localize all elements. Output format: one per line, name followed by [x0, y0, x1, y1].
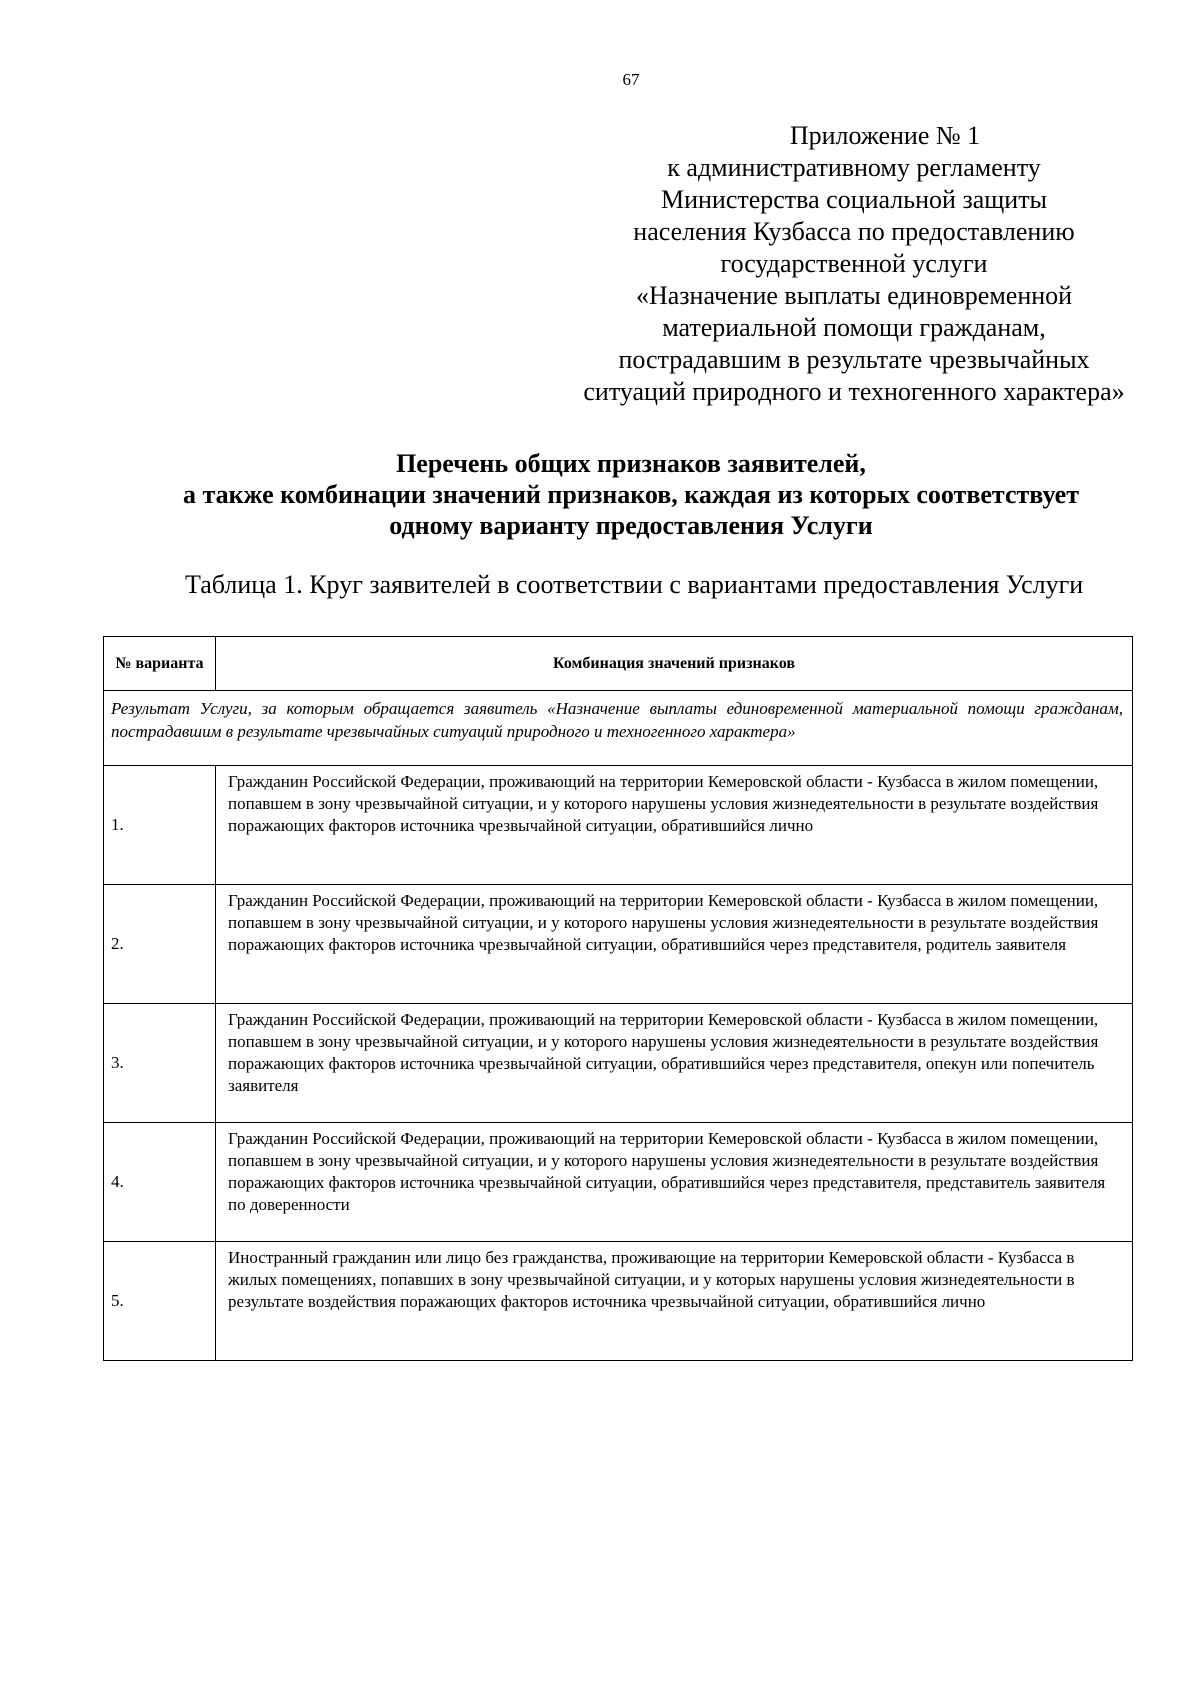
variant-description: Гражданин Российской Федерации, проживающий на территории Кемеровской области - Кузбасса в жилом помещении, попавшем в зону чрезвычайной ситуации, и у которого нарушены условия жизнедеятельности в результате воздействия поражающих факторов источника чрезвычайной ситуации, обратившийся через представителя, опекун или попечитель заявителя [216, 1004, 1133, 1123]
title-line: а также комбинации значений признаков, каждая из которых соответствует [183, 480, 1079, 509]
variant-description: Иностранный гражданин или лицо без гражданства, проживающие на территории Кемеровской области - Кузбасса в жилых помещениях, попавших в зону чрезвычайной ситуации, и у которых нарушены условия жизнедеятельности в результате воздействия поражающих факторов источника чрезвычайной ситуации, обратившийся лично [216, 1242, 1133, 1361]
appendix-line: Приложение № 1 [789, 121, 981, 150]
variant-description: Гражданин Российской Федерации, проживающий на территории Кемеровской области - Кузбасса в жилом помещении, попавшем в зону чрезвычайной ситуации, и у которого нарушены условия жизнедеятельности в результате воздействия поражающих факторов источника чрезвычайной ситуации, обратившийся через представителя, представитель заявителя по доверенности [216, 1123, 1133, 1242]
appendix-line: ситуаций природного и техногенного характера» [583, 377, 1125, 406]
group-title: Результат Услуги, за которым обращается заявитель «Назначение выплаты единовременной материальной помощи гражданам, пострадавшим в результате чрезвычайных ситуаций природного и техногенного характера» [104, 691, 1133, 766]
appendix-line: пострадавшим в результате чрезвычайных [618, 345, 1090, 374]
title-line: одному варианту предоставления Услуги [389, 511, 873, 540]
header-combination: Комбинация значений признаков [216, 637, 1133, 691]
table-caption: Таблица 1. Круг заявителей в соответствии с вариантами предоставления Услуги [185, 570, 1084, 599]
page-number: 67 [622, 70, 640, 89]
appendix-line: Министерства социальной защиты [660, 185, 1048, 214]
table-row [104, 885, 1133, 1004]
variant-number: 5. [104, 1242, 216, 1361]
table-row [104, 1004, 1133, 1123]
variant-number: 3. [104, 1004, 216, 1123]
document-title [100, 448, 1162, 541]
appendix-line: к административному регламенту [667, 153, 1041, 182]
table-group-row [104, 691, 1133, 766]
appendix-line: государственной услуги [720, 249, 988, 278]
table-row [104, 766, 1133, 885]
variant-description: Гражданин Российской Федерации, проживающий на территории Кемеровской области - Кузбасса в жилом помещении, попавшем в зону чрезвычайной ситуации, и у которого нарушены условия жизнедеятельности в результате воздействия поражающих факторов источника чрезвычайной ситуации, обратившийся через представителя, родитель заявителя [216, 885, 1133, 1004]
appendix-line: «Назначение выплаты единовременной [635, 281, 1073, 310]
appendix-block [520, 120, 1188, 408]
table-row [104, 1242, 1133, 1361]
variant-number: 2. [104, 885, 216, 1004]
header-variant-number: № варианта [104, 637, 216, 691]
applicants-table [103, 636, 1133, 1361]
appendix-line: населения Кузбасса по предоставлению [633, 217, 1075, 246]
table-row [104, 1123, 1133, 1242]
variant-description: Гражданин Российской Федерации, проживающий на территории Кемеровской области - Кузбасса в жилом помещении, попавшем в зону чрезвычайной ситуации, и у которого нарушены условия жизнедеятельности в результате воздействия поражающих факторов источника чрезвычайной ситуации, обратившийся лично [216, 766, 1133, 885]
appendix-line: материальной помощи гражданам, [662, 313, 1046, 342]
title-line: Перечень общих признаков заявителей, [396, 449, 866, 478]
variant-number: 1. [104, 766, 216, 885]
table-header-row [104, 637, 1133, 691]
variant-number: 4. [104, 1123, 216, 1242]
